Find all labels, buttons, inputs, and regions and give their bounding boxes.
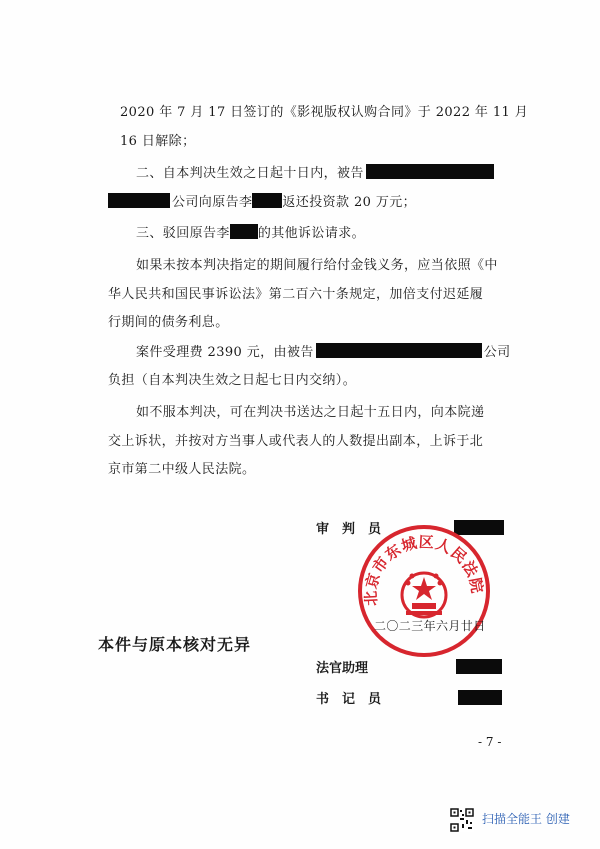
redaction-defendant-2: [316, 343, 482, 358]
para6-line2: 交上诉状，并按对方当事人或代表人的人数提出副本，上诉于北: [108, 434, 484, 449]
item3-text-b: 的其他诉讼请求。: [257, 226, 366, 241]
qr-code-icon: [450, 808, 474, 832]
para5-text-b: 公司: [483, 345, 511, 360]
para5-line2: 负担（自本判决生效之日起七日内交纳）。: [108, 373, 357, 388]
page-number: - 7 -: [478, 735, 502, 749]
para4-line1: 如果未按本判决指定的期间履行给付金钱义务，应当依照《中: [136, 258, 498, 273]
certified-copy-stamp: 本件与原本核对无异: [98, 635, 252, 654]
para6-line1: 如不服本判决，可在判决书送达之日起十五日内，向本院递: [136, 405, 485, 420]
court-seal: [356, 523, 492, 659]
para1-line2: 16 日解除；: [120, 134, 196, 149]
seal-text: 北京市东城区人民法院: [361, 532, 487, 607]
redaction-plaintiff-name-2: [230, 224, 258, 239]
redaction-plaintiff-name: [252, 193, 282, 208]
clerk-label: 书 记 员: [316, 692, 382, 707]
judgment-date: 二〇二三年六月廿日: [374, 619, 486, 633]
item2-text-c: 返还投资款 20 万元；: [282, 195, 417, 210]
judge-label: 审 判 员: [316, 522, 382, 537]
redaction-clerk-name: [458, 690, 502, 705]
item2-text-a: 二、自本判决生效之日起十日内，被告: [136, 166, 364, 181]
assistant-row: [316, 657, 502, 676]
para5-text-a: 案件受理费 2390 元，由被告: [136, 345, 314, 360]
scanner-watermark: 扫描全能王 创建: [482, 812, 570, 826]
national-emblem-icon: [402, 573, 446, 617]
para4-line3: 行期间的债务利息。: [108, 315, 229, 330]
para5-line1: [136, 343, 511, 362]
clerk-row: [316, 688, 502, 707]
item3-text-a: 三、驳回原告李: [136, 226, 230, 241]
item3-line: [136, 224, 365, 243]
redaction-company: [108, 193, 170, 208]
para1-line1: 2020 年 7 月 17 日签订的《影视版权认购合同》于 2022 年 11 月: [120, 105, 529, 120]
para4-line2: 华人民共和国民事诉讼法》第二百六十条规定，加倍支付迟延履: [108, 287, 484, 302]
assistant-label: 法官助理: [316, 661, 369, 676]
item2-line2: [108, 193, 416, 212]
item2-line1: [136, 164, 494, 183]
item2-text-b: 公司向原告李: [172, 195, 253, 210]
para6-line3: 京市第二中级人民法院。: [108, 462, 256, 477]
redaction-defendant: [366, 164, 494, 179]
redaction-assistant-name: [456, 659, 502, 674]
